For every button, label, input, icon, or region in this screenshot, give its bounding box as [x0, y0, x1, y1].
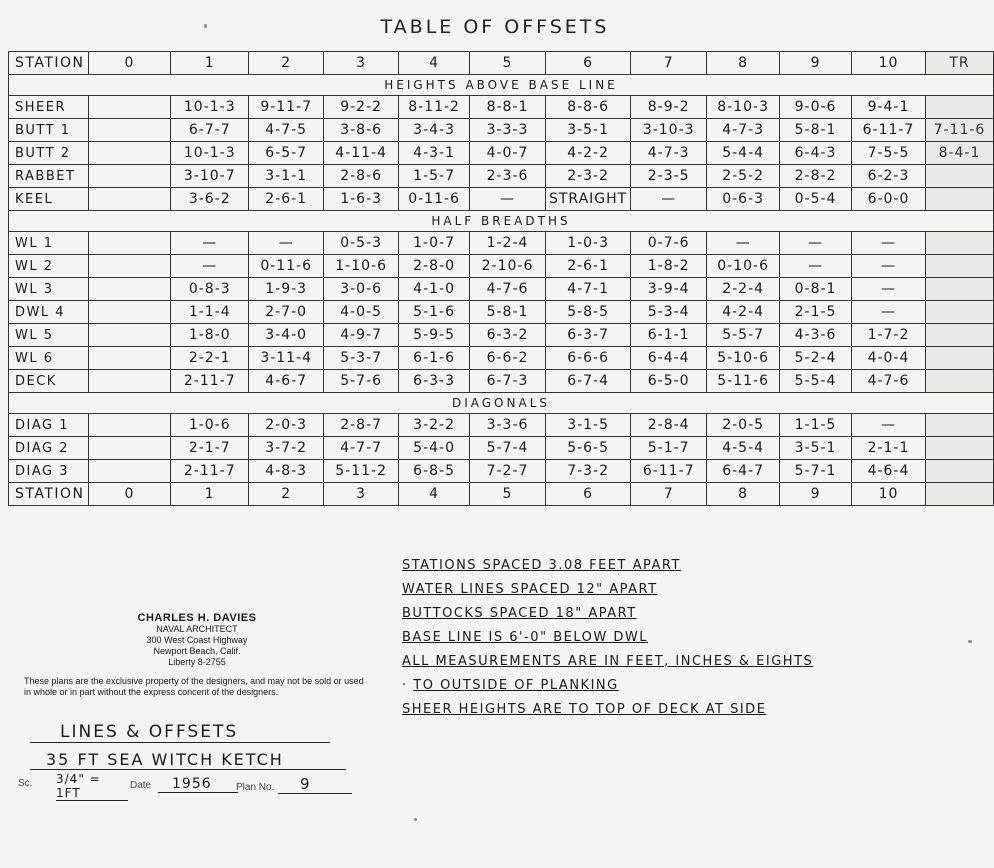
offset-cell: 4-1-0	[399, 278, 470, 301]
offset-cell: 4-7-5	[249, 119, 324, 142]
offset-cell: 4-7-6	[852, 370, 926, 393]
offset-cell: 0-8-3	[171, 278, 249, 301]
row-label: DWL 4	[9, 301, 89, 324]
offset-cell: 0	[88, 52, 171, 75]
offset-cell: 7-3-2	[545, 460, 630, 483]
offset-cell: 5-11-6	[707, 370, 780, 393]
transom-cell	[925, 165, 993, 188]
offset-cell: 10-1-3	[171, 142, 249, 165]
offset-cell: 7	[631, 52, 707, 75]
offset-cell: 2-0-5	[707, 414, 780, 437]
copyright-disclaimer: These plans are the exclusive property of the designers, and may not be sold or used in whole or in part without the express concent of the designers.	[24, 676, 364, 697]
offset-cell: 6-4-3	[780, 142, 852, 165]
offset-cell: 4-0-4	[852, 347, 926, 370]
transom-cell: TR	[925, 52, 993, 75]
offset-cell: 3-4-0	[249, 324, 324, 347]
row-label: KEEL	[9, 188, 89, 211]
offset-cell: 10-1-3	[171, 96, 249, 119]
table-footer-row	[9, 483, 994, 506]
offset-cell: 5-5-4	[780, 370, 852, 393]
transom-cell: 8-4-1	[925, 142, 993, 165]
firm-address-line-1: 300 West Coast Highway	[146, 635, 248, 645]
offset-cell: 7-5-5	[852, 142, 926, 165]
offset-cell: 6-7-3	[470, 370, 546, 393]
offset-cell: 1-7-2	[852, 324, 926, 347]
offset-cell: 2-3-2	[545, 165, 630, 188]
offset-cell: 9-11-7	[249, 96, 324, 119]
offset-cell	[88, 460, 171, 483]
offset-cell: 3-0-6	[324, 278, 399, 301]
table-row	[9, 96, 994, 119]
transom-cell	[925, 301, 993, 324]
firm-phone: Liberty 8-2755	[168, 657, 226, 667]
offset-cell: 7	[631, 483, 707, 506]
transom-cell	[925, 324, 993, 347]
offset-cell: 5-6-5	[545, 437, 630, 460]
offset-cell: 6-3-2	[470, 324, 546, 347]
offset-cell: 6-6-2	[470, 347, 546, 370]
offset-cell: 5	[470, 52, 546, 75]
offset-cell: 2	[249, 483, 324, 506]
row-label: DECK	[9, 370, 89, 393]
offset-cell: —	[852, 301, 926, 324]
transom-cell	[925, 347, 993, 370]
offset-cell: 6-1-1	[631, 324, 707, 347]
offset-cell: 3-8-6	[324, 119, 399, 142]
offset-cell: 4-0-5	[324, 301, 399, 324]
offset-cell	[88, 414, 171, 437]
row-label: BUTT 1	[9, 119, 89, 142]
offset-cell: 6-8-5	[399, 460, 470, 483]
table-row	[9, 324, 994, 347]
offset-cell	[88, 165, 171, 188]
transom-cell	[925, 483, 993, 506]
offset-cell: 2-2-1	[171, 347, 249, 370]
offset-cell: 5-8-1	[470, 301, 546, 324]
plan-no-label: Plan No.	[236, 782, 275, 793]
offset-cell: 3-9-4	[631, 278, 707, 301]
transom-cell	[925, 96, 993, 119]
offset-cell: 3-7-2	[249, 437, 324, 460]
row-label: WL 6	[9, 347, 89, 370]
offset-cell: 5-1-6	[399, 301, 470, 324]
section-header-row	[9, 75, 994, 96]
date-value: 1956	[158, 776, 238, 793]
offset-cell: 4-2-4	[707, 301, 780, 324]
offset-cell: 10	[852, 483, 926, 506]
note: ALL MEASUREMENTS ARE IN FEET, INCHES & EIGHTS	[402, 654, 814, 669]
offset-cell: 3-10-7	[171, 165, 249, 188]
offset-cell: 2-6-1	[249, 188, 324, 211]
offset-cell	[88, 232, 171, 255]
offset-cell: 6-0-0	[852, 188, 926, 211]
offset-cell: 5-5-7	[707, 324, 780, 347]
offset-cell: 6-4-7	[707, 460, 780, 483]
offset-cell: 5-10-6	[707, 347, 780, 370]
table-row	[9, 278, 994, 301]
offset-cell: 5-2-4	[780, 347, 852, 370]
offset-cell: —	[852, 278, 926, 301]
offset-cell: 5-7-1	[780, 460, 852, 483]
offset-cell: 2-1-7	[171, 437, 249, 460]
offset-cell: 2-8-4	[631, 414, 707, 437]
transom-cell	[925, 188, 993, 211]
offset-cell: 7-2-7	[470, 460, 546, 483]
offset-cell: 8	[707, 52, 780, 75]
table-row	[9, 188, 994, 211]
transom-cell	[925, 414, 993, 437]
row-label: STATION	[9, 52, 89, 75]
offset-cell: 8-8-1	[470, 96, 546, 119]
offset-cell: 3	[324, 483, 399, 506]
offset-cell	[88, 347, 171, 370]
offset-cell: 8-11-2	[399, 96, 470, 119]
section-header-row	[9, 393, 994, 414]
offset-cell: 1-1-5	[780, 414, 852, 437]
offset-cell	[88, 301, 171, 324]
offset-cell: 0-6-3	[707, 188, 780, 211]
row-label: STATION	[9, 483, 89, 506]
row-label: RABBET	[9, 165, 89, 188]
table-row	[9, 232, 994, 255]
offset-cell: 1-9-3	[249, 278, 324, 301]
offset-cell: —	[707, 232, 780, 255]
offset-cell: 1	[171, 483, 249, 506]
offset-cell	[88, 142, 171, 165]
note: BASE LINE IS 6'-0" BELOW DWL	[402, 630, 648, 645]
offset-cell: 2-3-6	[470, 165, 546, 188]
row-label: DIAG 2	[9, 437, 89, 460]
offset-cell: 1-8-2	[631, 255, 707, 278]
boat-name: 35 FT SEA WITCH KETCH	[30, 750, 346, 770]
offset-cell: 3-1-1	[249, 165, 324, 188]
paper-speck	[968, 640, 972, 643]
offset-cell: 4-7-3	[707, 119, 780, 142]
table-row	[9, 414, 994, 437]
offset-cell: 1-1-4	[171, 301, 249, 324]
row-label: WL 1	[9, 232, 89, 255]
offset-cell: 6-2-3	[852, 165, 926, 188]
offset-cell: 3-2-2	[399, 414, 470, 437]
offset-cell: 6-5-0	[631, 370, 707, 393]
note: STATIONS SPACED 3.08 FEET APART	[402, 558, 681, 573]
transom-cell	[925, 232, 993, 255]
offset-cell: 2-6-1	[545, 255, 630, 278]
offset-cell: 1-8-0	[171, 324, 249, 347]
scale-label: Sc.	[18, 778, 33, 789]
offset-cell	[88, 278, 171, 301]
offset-cell: 6-3-3	[399, 370, 470, 393]
offset-cell: —	[631, 188, 707, 211]
note: BUTTOCKS SPACED 18" APART	[402, 606, 637, 621]
offset-cell	[88, 255, 171, 278]
section-title: DIAGONALS	[9, 393, 994, 414]
offset-cell: 1	[171, 52, 249, 75]
transom-cell	[925, 255, 993, 278]
firm-address-line-2: Newport Beach, Calif.	[153, 646, 241, 656]
table-row	[9, 255, 994, 278]
offset-cell: 3-6-2	[171, 188, 249, 211]
paper-speck	[414, 818, 417, 821]
row-label: DIAG 3	[9, 460, 89, 483]
offset-cell: 0-11-6	[249, 255, 324, 278]
offset-cell: 4-7-7	[324, 437, 399, 460]
architect-stamp	[24, 612, 370, 668]
offset-cell: 5-7-6	[324, 370, 399, 393]
offset-cell: 2-11-7	[171, 460, 249, 483]
offset-cell: 5-7-4	[470, 437, 546, 460]
offset-cell	[88, 119, 171, 142]
offset-cell: 4-8-3	[249, 460, 324, 483]
plan-no-value: 9	[278, 775, 352, 794]
offset-cell: 0-8-1	[780, 278, 852, 301]
offset-cell: 8-9-2	[631, 96, 707, 119]
offset-cell: 6-11-7	[631, 460, 707, 483]
transom-cell	[925, 437, 993, 460]
offset-cell: 8	[707, 483, 780, 506]
table-row	[9, 347, 994, 370]
offset-cell: 3-11-4	[249, 347, 324, 370]
row-label: SHEER	[9, 96, 89, 119]
offset-cell: 2-1-1	[852, 437, 926, 460]
offset-cell: 5-4-4	[707, 142, 780, 165]
offset-cell: —	[852, 255, 926, 278]
table-row	[9, 165, 994, 188]
offset-cell: 2-8-6	[324, 165, 399, 188]
transom-cell	[925, 278, 993, 301]
section-title: HALF BREADTHS	[9, 211, 994, 232]
offset-cell: 1-10-6	[324, 255, 399, 278]
offset-cell	[88, 370, 171, 393]
offset-cell: 9-0-6	[780, 96, 852, 119]
note: WATER LINES SPACED 12" APART	[402, 582, 658, 597]
offset-cell: 2-0-3	[249, 414, 324, 437]
offset-cell: 5-8-1	[780, 119, 852, 142]
offset-cell: 4-7-6	[470, 278, 546, 301]
note: · TO OUTSIDE OF PLANKING	[402, 678, 619, 693]
offset-cell: 9	[780, 483, 852, 506]
offset-cell: 1-0-3	[545, 232, 630, 255]
offset-cell: 4-2-2	[545, 142, 630, 165]
offset-cell: 9-2-2	[324, 96, 399, 119]
offset-cell: 3	[324, 52, 399, 75]
transom-cell	[925, 370, 993, 393]
offset-cell: 4-3-1	[399, 142, 470, 165]
offset-cell: 5-1-7	[631, 437, 707, 460]
offset-cell: —	[780, 232, 852, 255]
offset-cell	[88, 188, 171, 211]
offset-cell: —	[852, 414, 926, 437]
offset-cell: 1-5-7	[399, 165, 470, 188]
offset-cell: 1-6-3	[324, 188, 399, 211]
offset-cell: 6-6-6	[545, 347, 630, 370]
offset-cell: 6-4-4	[631, 347, 707, 370]
offset-cell: 6-7-7	[171, 119, 249, 142]
offset-cell: 6-1-6	[399, 347, 470, 370]
offset-cell: 9	[780, 52, 852, 75]
offset-cell	[88, 324, 171, 347]
offset-cell: 6-3-7	[545, 324, 630, 347]
offset-cell: 5-4-0	[399, 437, 470, 460]
offset-cell: 3-3-3	[470, 119, 546, 142]
offset-cell: 2-8-0	[399, 255, 470, 278]
offset-cell	[88, 96, 171, 119]
offset-cell: 8-8-6	[545, 96, 630, 119]
offset-cell: —	[249, 232, 324, 255]
offset-cell: 4-6-4	[852, 460, 926, 483]
offset-cell: 2-8-2	[780, 165, 852, 188]
row-label: DIAG 1	[9, 414, 89, 437]
section-header-row	[9, 211, 994, 232]
offset-cell: 5-8-5	[545, 301, 630, 324]
offset-cell: 2-10-6	[470, 255, 546, 278]
drawing-title: LINES & OFFSETS	[30, 722, 330, 743]
offset-cell: 4-11-4	[324, 142, 399, 165]
offset-cell: 3-10-3	[631, 119, 707, 142]
table-row	[9, 301, 994, 324]
offset-cell: 8-10-3	[707, 96, 780, 119]
general-notes	[402, 554, 922, 722]
offset-cell: 1-0-7	[399, 232, 470, 255]
paper-speck	[204, 24, 207, 28]
offset-cell: 4-7-3	[631, 142, 707, 165]
date-label: Date	[130, 780, 152, 791]
offset-cell: 3-3-6	[470, 414, 546, 437]
offset-cell: 6	[545, 52, 630, 75]
offset-cell: 2-3-5	[631, 165, 707, 188]
row-label: WL 3	[9, 278, 89, 301]
offset-cell: 4-0-7	[470, 142, 546, 165]
transom-cell: 7-11-6	[925, 119, 993, 142]
row-label: WL 5	[9, 324, 89, 347]
table-header-row	[9, 52, 994, 75]
offset-cell: 6-11-7	[852, 119, 926, 142]
table-row	[9, 437, 994, 460]
offset-cell: 2-5-2	[707, 165, 780, 188]
offset-cell: 3-1-5	[545, 414, 630, 437]
offset-cell: 0-10-6	[707, 255, 780, 278]
firm-name: CHARLES H. DAVIES	[137, 612, 257, 624]
offset-cell: 2-8-7	[324, 414, 399, 437]
section-title: HEIGHTS ABOVE BASE LINE	[9, 75, 994, 96]
offset-cell: 4-9-7	[324, 324, 399, 347]
offset-cell: 2-2-4	[707, 278, 780, 301]
offset-cell: 1-2-4	[470, 232, 546, 255]
offset-cell: 4-7-1	[545, 278, 630, 301]
offset-cell: 5	[470, 483, 546, 506]
scale-value: 3/4" = 1FT	[56, 772, 128, 801]
offset-cell: 5-11-2	[324, 460, 399, 483]
offset-cell: 5-3-4	[631, 301, 707, 324]
offsets-table	[8, 51, 994, 506]
offset-cell: —	[780, 255, 852, 278]
offset-cell: 6-7-4	[545, 370, 630, 393]
offset-cell: 6	[545, 483, 630, 506]
offset-cell: —	[171, 255, 249, 278]
offset-cell: 4	[399, 52, 470, 75]
offset-cell: 5-9-5	[399, 324, 470, 347]
offset-cell: 3-4-3	[399, 119, 470, 142]
offset-cell: 0-7-6	[631, 232, 707, 255]
offset-cell	[88, 437, 171, 460]
offset-cell: 2	[249, 52, 324, 75]
offset-cell: 0-11-6	[399, 188, 470, 211]
offset-cell: 0-5-4	[780, 188, 852, 211]
row-label: WL 2	[9, 255, 89, 278]
firm-title: NAVAL ARCHITECT	[156, 624, 238, 634]
offset-cell: 9-4-1	[852, 96, 926, 119]
offset-cell: 4-3-6	[780, 324, 852, 347]
transom-cell	[925, 460, 993, 483]
offset-cell: —	[470, 188, 546, 211]
row-label: BUTT 2	[9, 142, 89, 165]
offset-cell: 4-5-4	[707, 437, 780, 460]
offset-cell: 0	[88, 483, 171, 506]
table-row	[9, 370, 994, 393]
offset-cell: 5-3-7	[324, 347, 399, 370]
offset-cell: 2-11-7	[171, 370, 249, 393]
offset-cell: 3-5-1	[545, 119, 630, 142]
offset-cell: 0-5-3	[324, 232, 399, 255]
offset-cell: 3-5-1	[780, 437, 852, 460]
offset-cell: 4-6-7	[249, 370, 324, 393]
offset-cell: —	[171, 232, 249, 255]
offset-cell: 2-7-0	[249, 301, 324, 324]
table-row	[9, 119, 994, 142]
offset-cell: 1-0-6	[171, 414, 249, 437]
offset-cell: 10	[852, 52, 926, 75]
offset-cell: —	[852, 232, 926, 255]
note: SHEER HEIGHTS ARE TO TOP OF DECK AT SIDE	[402, 702, 767, 717]
table-title: TABLE OF OFFSETS	[380, 16, 610, 38]
table-row	[9, 460, 994, 483]
offset-cell: 4	[399, 483, 470, 506]
offset-cell: 2-1-5	[780, 301, 852, 324]
offset-cell: STRAIGHT	[545, 188, 630, 211]
table-row	[9, 142, 994, 165]
offset-cell: 6-5-7	[249, 142, 324, 165]
